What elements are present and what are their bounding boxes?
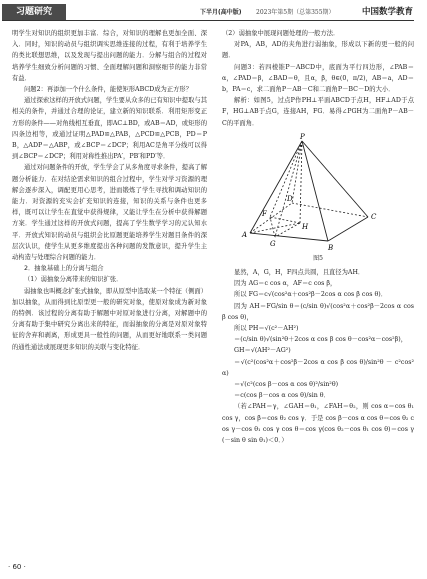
journal-title: 中国数学教育 xyxy=(361,7,413,17)
equation: 所以 PH＝√(c²－AH²) xyxy=(234,325,299,333)
equation: 所以 FG＝c√(cos²α＋cos²β－2cos α cos β cos θ)． xyxy=(234,291,388,299)
label-f: F xyxy=(262,209,267,218)
figure-5 xyxy=(240,133,390,251)
section-heading: 2．抽象基础上的分离与组合 xyxy=(24,265,104,273)
label-h: H xyxy=(302,222,309,231)
header-rule xyxy=(2,20,414,21)
equation: 因为 AG＝c cos α，AF＝c cos β， xyxy=(234,280,337,288)
label-b: B xyxy=(328,243,334,251)
right-column xyxy=(222,28,414,446)
equation: 因为 AH＝FG/sin θ＝(c/sin θ)√(cos²α＋cos²β－2cos α cos β cos θ)， xyxy=(222,302,414,321)
problem-3: 问题3：若四棱锥P－ABCD中，底面为平行四边形，∠PAB＝α，∠PAD＝β，∠BAD＝θ，且α，β，θ∈(0，π/2)，AB＝a，AD＝b，PA＝c，求二面角P－AB－C和二面角P－BC－D的大小． xyxy=(222,63,414,94)
label-a: A xyxy=(242,230,248,239)
page-number: · 60 · xyxy=(8,563,26,571)
equation: ＝(c/sin θ)√(sin²θ＋2cos α cos β cos θ－cos²α－cos²β)， xyxy=(234,336,408,344)
label-d: D xyxy=(287,194,293,203)
pyramid-diagram xyxy=(240,133,390,251)
label-c: C xyxy=(371,212,377,221)
subsection-heading: （2）弱抽象中展现问题处理的一般方法． xyxy=(222,30,340,37)
equation: ＝√(c²(cos²α＋cos²β－2cos α cos β cos θ)/sin²θ － c²cos²α) xyxy=(222,358,414,377)
figure-caption: 图5 xyxy=(313,254,323,262)
volume-label: 2023年第5期（总第355期） xyxy=(256,9,335,16)
problem-2: 问题2：再添加一个什么条件，能使矩形ABCD成为正方形？ xyxy=(24,86,192,94)
paragraph: 明学生对知识的组织更加丰富．综合，对知识的理解也更加全面、深入．同时，知识的动员与组织调实思维连接的过程，有利于培养学生的类比联想思维，以及发现与提出问题的能力．分解与组合的过程对培养学生细致分析问题的习惯、全面理解问题和洞察细节的能力非常有益． xyxy=(12,30,207,82)
equation: ＝√(c²(cos β－cos α cos θ)²/sin²θ) xyxy=(234,381,339,389)
section-tag: 习题研究 xyxy=(2,4,66,20)
analysis: 解析：如图5，过点P作PH⊥平面ABCD于点H，HF⊥AD于点F，HG⊥AB于点G，连接AH，FG．易得∠PGH为二面角P－AB－C的平面角． xyxy=(222,97,414,127)
label-g: G xyxy=(270,239,276,248)
equation: GH＝√(AH²－AG²) xyxy=(234,347,291,355)
paragraph: 通过探索这样的开放式问题，学生要从众多的已有知识中提取与其相关的条件，并通过合理的论证，建立新的知识联系．利用矩形变正方形的条件——对角线相互垂直，即AC⊥BD，或AB＝AD，或矩形的四条边相等，或通过证明△PAD≌△PAB，△PCD≌△PCB，PD＝PB，△ADP＝△ABP，或∠BCP＝∠DCP；利用AC是角平分线可以得到∠BCP＝∠DCP；利用对称性推出PA′，PB′和PD′等． xyxy=(12,97,207,161)
paragraph: 弱抽象也叫概念扩张式抽象，即从原型中选取某一个特征（侧面）加以抽象，从而得到比原型更一般的研究对象，使原对象成为新对象的特例．该过程的分离有助于解题中对原对象进行分离，对解题中的分离有助于集中研究分离出来的特征，而弱抽象的分离是对原对象特征的舍弃和剥离，形成更具一般性的问题，从而更好地联系一类问题的通性通法或展现更多知识的关联与变化特征． xyxy=(12,287,207,351)
paragraph: 通过对问题条件的开放，学生学会了从多角度寻求条件，提高了解题分析能力．在对结论需求知识的组合过程中，学生对学习资源的理解会逐步深入，调配更用心思考，进而锻炼了学生寻找和调动知识的能力．对资源的充实会扩充知识的连接，知识的关系与条件也更多样，既可以让学生在直觉中获得规律，又能让学生在分析中获得解题方案．学生通过这样的开放式问题，提高了学生数学学习的元认知水平．开放式知识的动员与组织会比原题更能培养学生对题目条件的深层次认识，使学生从更多维度提出各种问题的发散意识，提升学生主动构造与处理综合问题的能力． xyxy=(12,164,207,262)
note: （若∠PAH＝γ，∠GAH＝θ₁，∠FAH＝θ₂，则 cos α＝cos θ₁ cos γ，cos β＝cos θ₂ cos γ．于是 cos β－cos α cos θ＝cos θ₂ cos γ－cos θ₁ cos γ cos θ＝cos γ(cos θ₂－cos θ₁ cos θ)＝cos γ(－sin θ sin θ₁)＜0．） xyxy=(222,403,414,445)
paragraph: 对PA，AB，AD的夹角进行弱抽象，形成以下新的更一般的问题． xyxy=(222,41,414,60)
issue-label: 下半月(高中版) xyxy=(200,9,242,16)
left-column xyxy=(12,28,207,353)
paragraph: 显然，A，G，H，F四点共圆，且直径为AH． xyxy=(234,269,365,277)
label-p: P xyxy=(300,132,305,141)
subsection-heading: （1）弱抽象分离带来的知识扩张． xyxy=(24,276,123,284)
equation: ＝c(cos β－cos α cos θ)/sin θ． xyxy=(234,392,330,400)
